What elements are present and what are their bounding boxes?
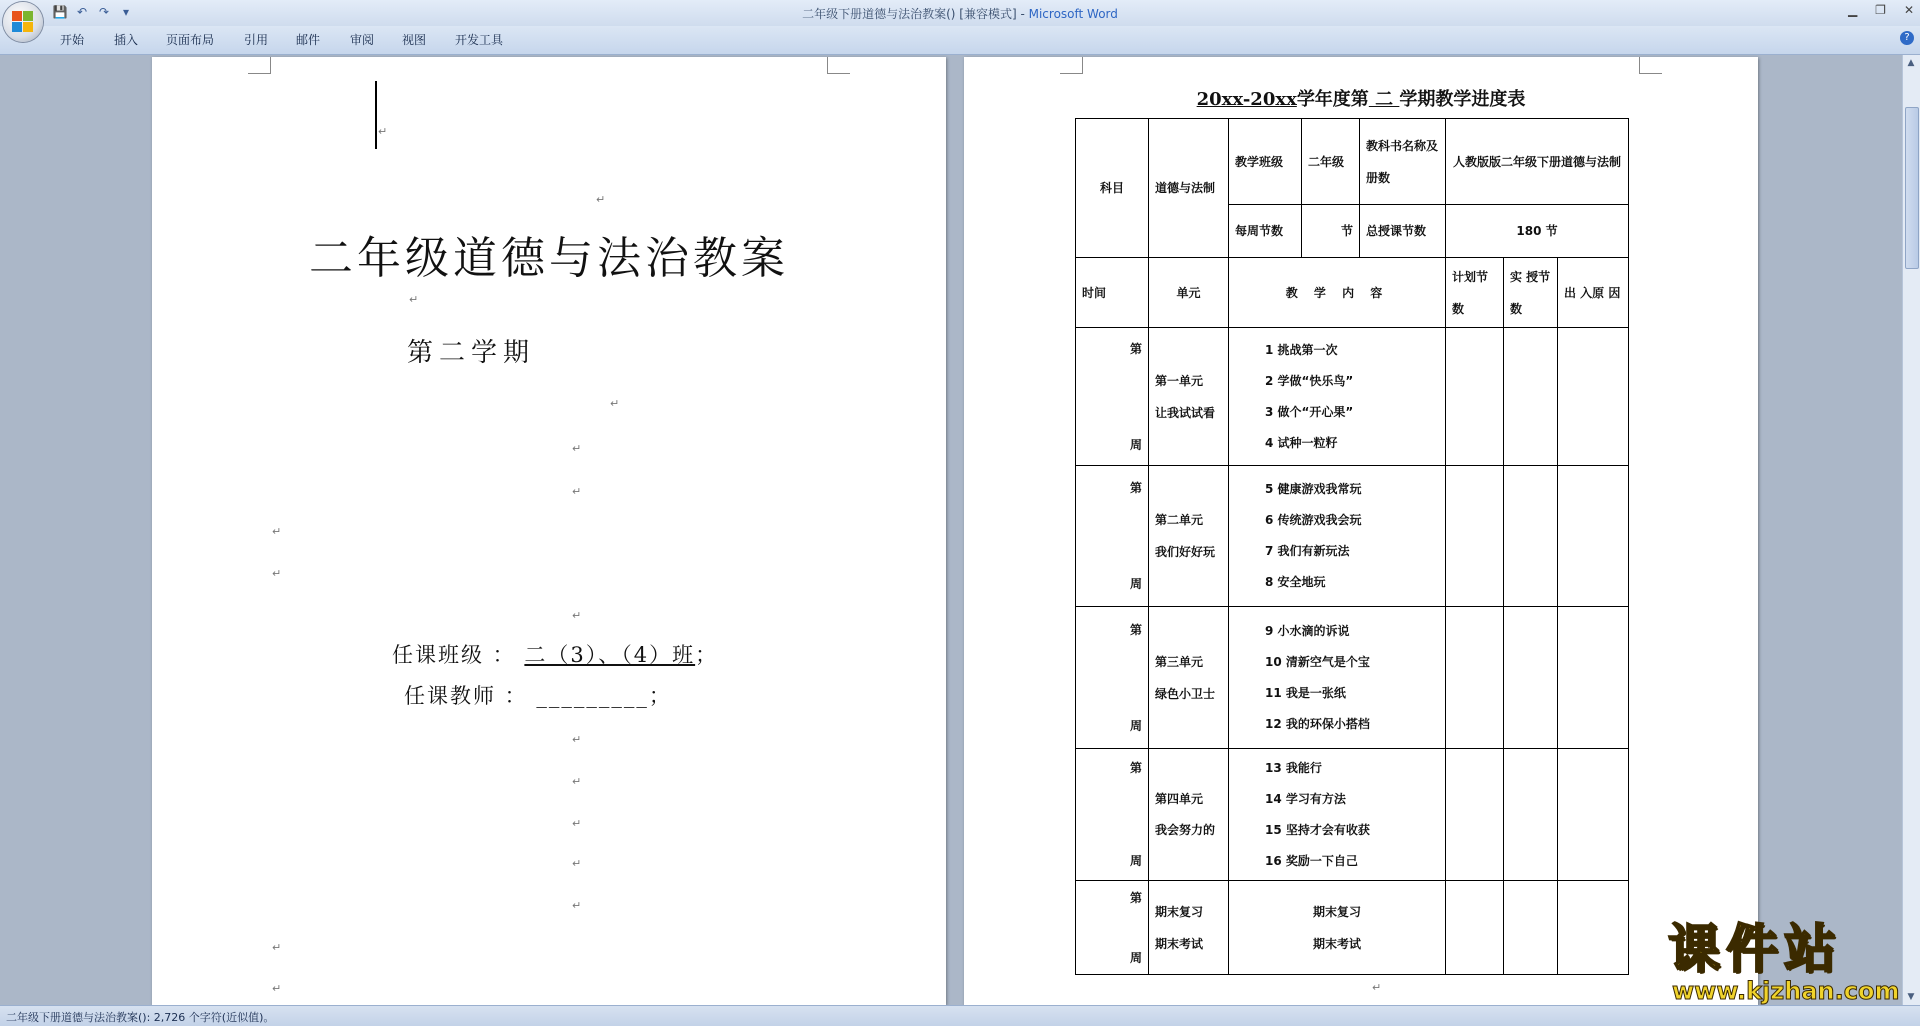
lesson-text: 4 试种一粒籽 [1265, 435, 1338, 450]
lesson-text: 5 健康游戏我常玩 [1265, 482, 1362, 496]
paragraph-mark: ↵ [1372, 981, 1382, 994]
watermark-main: 课件站 [1668, 920, 1843, 980]
window-controls [1848, 3, 1914, 17]
paragraph-mark: ↵ [572, 609, 582, 622]
content-cell [1229, 607, 1446, 749]
planned-cell[interactable] [1446, 466, 1504, 607]
paragraph-mark: ↵ [610, 397, 620, 410]
unit-text: 我会努力的 [1155, 822, 1216, 837]
col-content: 教 学 内 容 [1229, 258, 1446, 328]
week-text: 第 [1129, 341, 1142, 356]
reason-cell[interactable] [1558, 881, 1629, 975]
weekly-label: 每周节数 [1229, 205, 1302, 258]
col-planned: 计划节数 [1446, 258, 1504, 328]
col-reason: 出 入原 因 [1558, 258, 1629, 328]
crop-mark [1639, 57, 1662, 74]
subject-value: 道德与法制 [1149, 119, 1229, 258]
unit-text: 期末复习 [1155, 904, 1204, 919]
unit-text: 第三单元 [1155, 654, 1204, 669]
tab-references[interactable]: 引用 [244, 33, 269, 47]
unit-text: 我们好好玩 [1155, 545, 1216, 559]
lesson-text: 7 我们有新玩法 [1265, 544, 1350, 558]
week-text: 周 [1129, 437, 1142, 452]
content-cell [1229, 881, 1446, 975]
planned-cell[interactable] [1446, 328, 1504, 466]
tab-review[interactable]: 审阅 [350, 33, 375, 47]
paragraph-mark: ↵ [572, 775, 582, 788]
actual-cell[interactable] [1504, 881, 1558, 975]
teacher-line [404, 680, 672, 710]
tab-home[interactable]: 开始 [60, 33, 85, 47]
semester-text: 第二学期 [407, 338, 536, 368]
lesson-text: 9 小水滴的诉说 [1265, 623, 1350, 638]
app-name: Microsoft Word [1028, 7, 1118, 21]
office-logo-icon [12, 11, 34, 33]
lesson-text: 2 学做“快乐鸟” [1265, 373, 1354, 388]
lesson-text: 10 清新空气是个宝 [1265, 654, 1370, 669]
watermark-url: www.kjzhan.com [1672, 977, 1900, 1005]
scroll-down-icon[interactable]: ▼ [1907, 992, 1915, 1002]
close-icon[interactable]: ✕ [1903, 3, 1914, 17]
week-cell [1076, 466, 1149, 607]
paragraph-mark: ↵ [378, 125, 388, 138]
tab-insert[interactable]: 插入 [114, 33, 139, 47]
tab-mailings[interactable]: 邮件 [296, 33, 321, 47]
unit-text: 第一单元 [1155, 373, 1204, 388]
schedule-title [964, 85, 1758, 111]
reason-cell[interactable] [1558, 466, 1629, 607]
col-unit: 单元 [1149, 258, 1229, 328]
unit-cell [1149, 466, 1229, 607]
save-icon[interactable]: 💾 [52, 5, 68, 19]
week-text: 第 [1129, 890, 1142, 905]
unit-cell [1149, 607, 1229, 749]
lesson-text: 13 我能行 [1265, 760, 1322, 775]
lesson-text: 期末考试 [1312, 936, 1361, 951]
ribbon-tabs [0, 26, 1920, 55]
class-value-cell: 二年级 [1302, 119, 1360, 205]
redo-icon[interactable]: ↷ [98, 5, 110, 19]
paragraph-mark: ↵ [596, 193, 606, 206]
customize-qat-icon[interactable]: ▾ [122, 5, 130, 19]
class-label-cell: 教学班级 [1229, 119, 1302, 205]
crop-mark [827, 57, 850, 74]
class-line [392, 639, 718, 669]
page-cover[interactable] [152, 57, 946, 1005]
week-cell [1076, 881, 1149, 975]
class-value: 二（3）、（4）班 [524, 643, 696, 667]
minimize-icon[interactable]: ▁ [1847, 3, 1858, 17]
vertical-scrollbar[interactable] [1902, 55, 1920, 1005]
status-text: 二年级下册道德与法治教案(): 2,726 个字符(近似值)。 [6, 1011, 275, 1024]
crop-mark [1060, 57, 1083, 74]
table-row [1076, 466, 1629, 607]
lesson-text: 11 我是一张纸 [1265, 685, 1346, 700]
text-cursor [375, 81, 377, 149]
week-text: 第 [1129, 622, 1142, 637]
lesson-text: 1 挑战第一次 [1265, 342, 1338, 357]
maximize-icon[interactable]: ❐ [1875, 3, 1886, 17]
lesson-text: 14 学习有方法 [1265, 791, 1346, 806]
paragraph-mark: ↵ [572, 899, 582, 912]
week-text: 周 [1129, 718, 1142, 733]
subject-label: 科目 [1076, 119, 1149, 258]
planned-cell[interactable] [1446, 749, 1504, 881]
col-actual: 实 授节数 [1504, 258, 1558, 328]
unit-text: 期末考试 [1155, 936, 1204, 951]
table-row [1076, 749, 1629, 881]
week-text: 第 [1129, 760, 1142, 775]
paragraph-mark: ↵ [272, 525, 282, 538]
unit-cell [1149, 749, 1229, 881]
lesson-text: 8 安全地玩 [1265, 575, 1326, 589]
total-value: 180 节 [1446, 205, 1629, 258]
document-title: 二年级下册道德与法治教案() [兼容模式] - [802, 7, 1029, 21]
title-part: 学年度第 [1296, 89, 1369, 110]
tab-view[interactable]: 视图 [402, 33, 427, 47]
undo-icon[interactable]: ↶ [76, 5, 88, 19]
content-cell [1229, 466, 1446, 607]
scroll-up-icon[interactable]: ▲ [1907, 58, 1915, 68]
planned-cell[interactable] [1446, 607, 1504, 749]
paragraph-mark: ↵ [572, 733, 582, 746]
lesson-text: 16 奖励一下自己 [1265, 853, 1358, 868]
planned-cell[interactable] [1446, 881, 1504, 975]
actual-cell[interactable] [1504, 466, 1558, 607]
book-value: 人教版版二年级下册道德与法制 [1446, 119, 1629, 205]
class-label: 任课班级 ： [392, 643, 516, 667]
class-end: ； [695, 643, 719, 667]
paragraph-mark: ↵ [572, 857, 582, 870]
content-cell [1229, 749, 1446, 881]
table-row [1076, 328, 1629, 466]
unit-cell [1149, 328, 1229, 466]
unit-cell [1149, 881, 1229, 975]
unit-text: 绿色小卫士 [1155, 686, 1216, 701]
schedule-table [1075, 118, 1629, 975]
weekly-value: 节 [1302, 205, 1360, 258]
week-text: 周 [1129, 950, 1142, 965]
help-icon[interactable]: ? [1900, 31, 1914, 45]
week-text: 周 [1129, 577, 1142, 591]
teacher-value: _________ [536, 684, 649, 708]
status-bar [0, 1005, 1920, 1026]
paragraph-mark: ↵ [572, 442, 582, 455]
unit-text: 第四单元 [1155, 791, 1204, 806]
page-schedule[interactable] [964, 57, 1758, 1005]
unit-text: 让我试试看 [1155, 405, 1216, 420]
reason-cell[interactable] [1558, 607, 1629, 749]
tab-developer[interactable]: 开发工具 [455, 33, 504, 47]
office-button[interactable] [3, 2, 43, 42]
semester-number: 二 [1368, 89, 1400, 110]
paragraph-mark: ↵ [572, 485, 582, 498]
lesson-text: 6 传统游戏我会玩 [1265, 513, 1362, 527]
content-cell [1229, 328, 1446, 466]
title-bar [0, 0, 1920, 26]
week-cell [1076, 749, 1149, 881]
window-title [0, 5, 1920, 22]
watermark-logo [1668, 922, 1904, 1004]
paragraph-mark: ↵ [272, 567, 282, 580]
teacher-end: ； [648, 684, 672, 708]
paragraph-mark: ↵ [409, 293, 419, 306]
actual-cell[interactable] [1504, 749, 1558, 881]
col-time: 时间 [1076, 258, 1149, 328]
school-year: 20xx-20xx [1196, 89, 1297, 110]
paragraph-mark: ↵ [272, 941, 282, 954]
reason-cell[interactable] [1558, 749, 1629, 881]
document-workspace [0, 55, 1903, 1005]
actual-cell[interactable] [1504, 607, 1558, 749]
document-title-text: 二年级道德与法治教案 [309, 233, 789, 284]
table-row [1076, 881, 1629, 975]
lesson-text: 期末复习 [1312, 904, 1361, 919]
tab-page-layout[interactable]: 页面布局 [166, 33, 215, 47]
week-cell [1076, 607, 1149, 749]
paragraph-mark: ↵ [572, 817, 582, 830]
reason-cell[interactable] [1558, 328, 1629, 466]
scroll-thumb[interactable] [1905, 107, 1919, 269]
total-label: 总授课节数 [1360, 205, 1446, 258]
book-label: 教科书名称及册数 [1360, 119, 1446, 205]
unit-text: 第二单元 [1155, 513, 1204, 527]
lesson-text: 15 坚持才会有收获 [1265, 822, 1370, 837]
week-cell [1076, 328, 1149, 466]
week-text: 周 [1129, 853, 1142, 868]
lesson-text: 12 我的环保小搭档 [1265, 716, 1370, 731]
actual-cell[interactable] [1504, 328, 1558, 466]
crop-mark [248, 57, 271, 74]
week-text: 第 [1129, 481, 1142, 495]
teacher-label: 任课教师 ： [404, 684, 528, 708]
paragraph-mark: ↵ [272, 982, 282, 995]
lesson-text: 3 做个“开心果” [1265, 404, 1354, 419]
table-row [1076, 607, 1629, 749]
title-part: 学期教学进度表 [1399, 89, 1526, 110]
